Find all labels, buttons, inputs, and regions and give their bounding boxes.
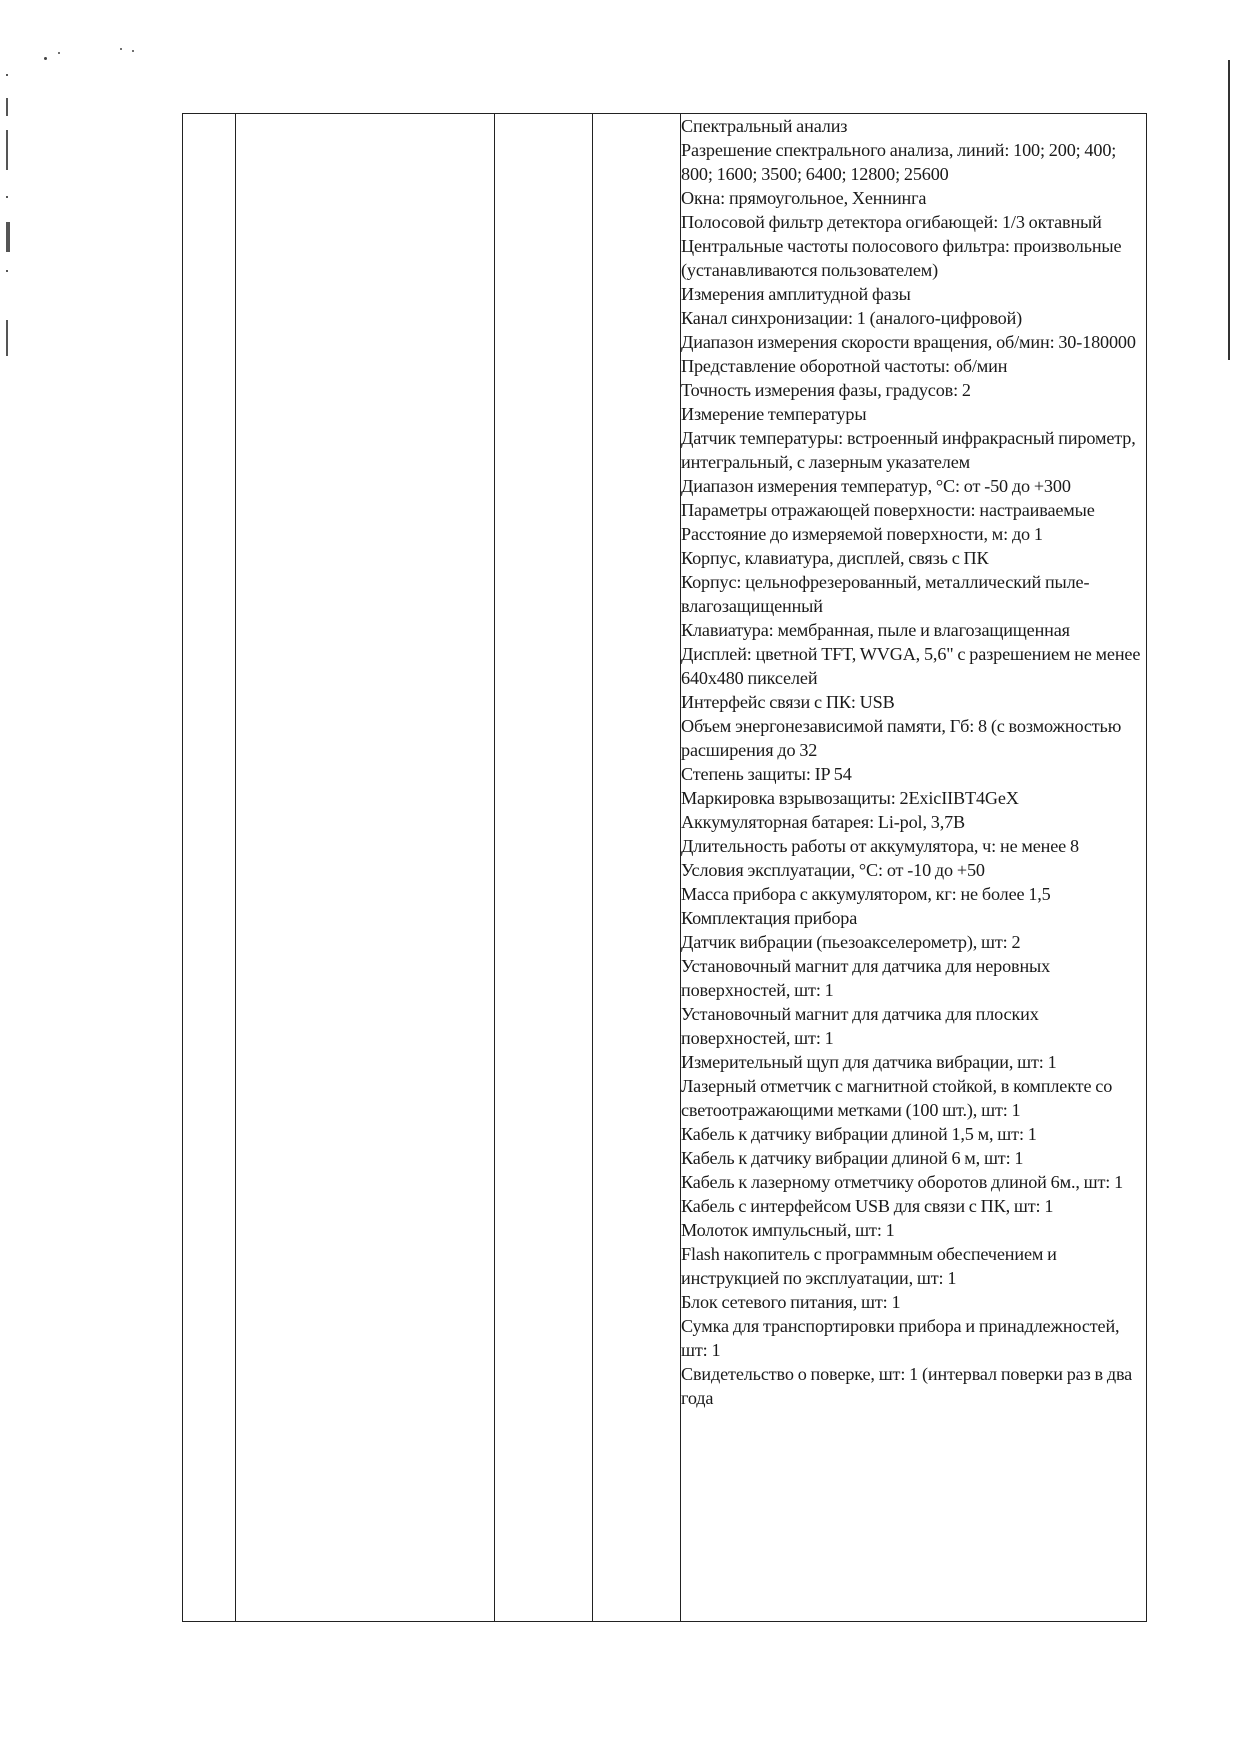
spec-line: Молоток импульсный, шт: 1 bbox=[681, 1220, 895, 1240]
spec-line: Интерфейс связи с ПК: USB bbox=[681, 692, 895, 712]
binding-mark bbox=[6, 270, 8, 272]
spec-line: Корпус, клавиатура, дисплей, связь с ПК bbox=[681, 548, 989, 568]
scan-speck bbox=[132, 50, 134, 52]
spec-line: Датчик вибрации (пьезоакселерометр), шт: 2 bbox=[681, 932, 1021, 952]
table-row bbox=[183, 114, 1147, 1622]
name-cell bbox=[236, 114, 495, 1622]
binding-mark bbox=[6, 320, 8, 356]
spec-line: Flash накопитель с программным обеспечением и инструкцией по эксплуатации, шт: 1 bbox=[681, 1244, 1057, 1288]
spec-line: Измерительный щуп для датчика вибрации, шт: 1 bbox=[681, 1052, 1057, 1072]
spec-line: Кабель с интерфейсом USB для связи с ПК, шт: 1 bbox=[681, 1196, 1054, 1216]
scan-speck bbox=[120, 48, 122, 50]
spec-line: Диапазон измерения температур, °С: от -50 до +300 bbox=[681, 476, 1071, 496]
spec-line: Канал синхронизации: 1 (аналого-цифровой) bbox=[681, 308, 1023, 328]
spec-line: Аккумуляторная батарея: Li-pol, 3,7В bbox=[681, 812, 966, 832]
spec-line: Центральные частоты полосового фильтра: произвольные (устанавливаются пользователем) bbox=[681, 236, 1122, 280]
specification-cell bbox=[681, 114, 1147, 1622]
spec-line: Условия эксплуатации, °С: от -10 до +50 bbox=[681, 860, 985, 880]
scan-speck bbox=[58, 52, 60, 54]
scan-speck bbox=[44, 57, 47, 60]
spec-line: Комплектация прибора bbox=[681, 908, 858, 928]
number-cell bbox=[183, 114, 236, 1622]
binding-mark bbox=[6, 196, 8, 198]
spec-line: Датчик температуры: встроенный инфракрасный пирометр, интегральный, с лазерным указателем bbox=[681, 428, 1136, 472]
binding-mark bbox=[6, 130, 8, 170]
spec-line: Лазерный отметчик с магнитной стойкой, в комплекте со светоотражающими метками (100 шт.), шт: 1 bbox=[681, 1076, 1113, 1120]
spec-line: Диапазон измерения скорости вращения, об/мин: 30-180000 bbox=[681, 332, 1136, 352]
spec-line: Измерение температуры bbox=[681, 404, 867, 424]
spec-line: Кабель к датчику вибрации длиной 6 м, шт: 1 bbox=[681, 1148, 1024, 1168]
spec-line: Представление оборотной частоты: об/мин bbox=[681, 356, 1008, 376]
binding-mark bbox=[6, 98, 8, 116]
spec-line: Масса прибора с аккумулятором, кг: не более 1,5 bbox=[681, 884, 1051, 904]
scan-edge-line bbox=[1228, 60, 1230, 360]
spec-line: Кабель к датчику вибрации длиной 1,5 м, шт: 1 bbox=[681, 1124, 1037, 1144]
unit-cell bbox=[495, 114, 593, 1622]
spec-line: Корпус: цельнофрезерованный, металлический пыле-влагозащищенный bbox=[681, 572, 1090, 616]
spec-line: Дисплей: цветной TFT, WVGA, 5,6" с разрешением не менее 640х480 пикселей bbox=[681, 644, 1141, 688]
specification-list bbox=[681, 114, 1146, 1410]
quantity-cell bbox=[593, 114, 681, 1622]
spec-line: Полосовой фильтр детектора огибающей: 1/3 октавный bbox=[681, 212, 1102, 232]
spec-line: Кабель к лазерному отметчику оборотов длиной 6м., шт: 1 bbox=[681, 1172, 1124, 1192]
specification-table bbox=[182, 113, 1147, 1622]
spec-line: Установочный магнит для датчика для неровных поверхностей, шт: 1 bbox=[681, 956, 1051, 1000]
spec-line: Степень защиты: IP 54 bbox=[681, 764, 852, 784]
binding-mark bbox=[6, 74, 8, 76]
spec-line: Сумка для транспортировки прибора и принадлежностей, шт: 1 bbox=[681, 1316, 1120, 1360]
spec-line: Клавиатура: мембранная, пыле и влагозащищенная bbox=[681, 620, 1070, 640]
spec-line: Блок сетевого питания, шт: 1 bbox=[681, 1292, 901, 1312]
spec-line: Длительность работы от аккумулятора, ч: не менее 8 bbox=[681, 836, 1079, 856]
spec-line: Точность измерения фазы, градусов: 2 bbox=[681, 380, 971, 400]
spec-line: Маркировка взрывозащиты: 2ExicIIBT4GeX bbox=[681, 788, 1019, 808]
spec-line: Измерения амплитудной фазы bbox=[681, 284, 911, 304]
spec-line: Расстояние до измеряемой поверхности, м: до 1 bbox=[681, 524, 1043, 544]
spec-line: Установочный магнит для датчика для плоских поверхностей, шт: 1 bbox=[681, 1004, 1039, 1048]
spec-line: Объем энергонезависимой памяти, Гб: 8 (с возможностью расширения до 32 bbox=[681, 716, 1122, 760]
binding-mark bbox=[6, 222, 10, 252]
spec-line: Спектральный анализ bbox=[681, 116, 848, 136]
spec-line: Разрешение спектрального анализа, линий: 100; 200; 400; 800; 1600; 3500; 6400; 12800; 25600 bbox=[681, 140, 1117, 184]
spec-line: Окна: прямоугольное, Хеннинга bbox=[681, 188, 927, 208]
spec-line: Параметры отражающей поверхности: настраиваемые bbox=[681, 500, 1095, 520]
spec-line: Свидетельство о поверке, шт: 1 (интервал поверки раз в два года bbox=[681, 1364, 1133, 1408]
